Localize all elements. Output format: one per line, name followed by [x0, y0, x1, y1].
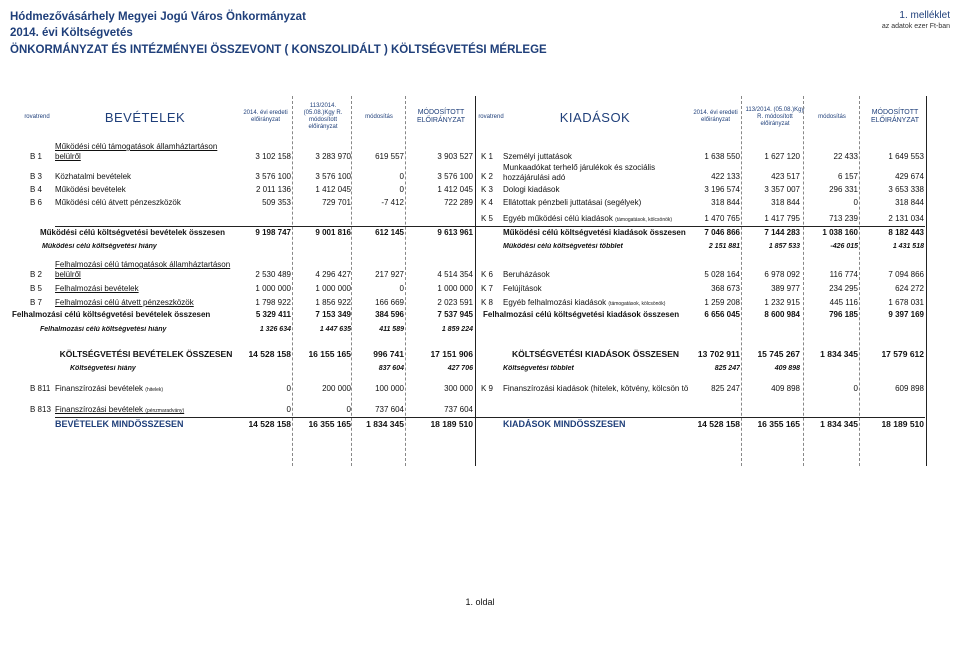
row-code: K 1	[481, 152, 494, 161]
value-cell: 14 528 158	[248, 419, 291, 429]
row-code: K 5	[481, 214, 494, 223]
value-cell: 0	[399, 172, 404, 181]
row-name: Költségvetési többlet	[503, 365, 574, 372]
row-name-text: Finanszírozási bevételek	[55, 384, 144, 393]
row-name: Közhatalmi bevételek	[55, 172, 132, 181]
value-cell: 2 530 489	[255, 270, 291, 279]
value-cell: 423 517	[771, 172, 800, 181]
value-cell: 1 259 208	[704, 298, 740, 307]
row-code: K 4	[481, 198, 494, 207]
row-name-text: Finanszírozási bevételek	[55, 405, 144, 414]
value-cell: 296 331	[829, 185, 858, 194]
value-cell: 7 153 349	[315, 310, 351, 319]
value-cell: 1 859 224	[441, 326, 473, 333]
row-name: Felújítások	[503, 284, 542, 293]
row-name: Költségvetési hiány	[70, 365, 136, 372]
row-name: Felhalmozási célú költségvetési bevételek összesen	[12, 310, 211, 319]
value-cell: 619 557	[375, 152, 404, 161]
value-cell: 411 589	[379, 326, 404, 333]
value-cell: 8 600 984	[764, 310, 800, 319]
row-name	[503, 214, 688, 223]
table-row	[0, 228, 960, 240]
value-cell: 15 745 267	[757, 349, 800, 359]
value-cell: 0	[399, 185, 404, 194]
value-cell: 713 239	[829, 214, 858, 223]
value-cell: 3 196 574	[704, 185, 740, 194]
value-cell: 166 669	[375, 298, 404, 307]
row-name-note: (támogatások, kölcsönök)	[608, 301, 666, 307]
value-cell: 16 155 165	[308, 349, 351, 359]
value-cell: 509 353	[262, 198, 291, 207]
value-cell: 1 798 922	[255, 298, 291, 307]
value-cell: 609 898	[895, 384, 924, 393]
row-name: Finanszírozási kiadások (hitelek, kötvény, kölcsön tö	[503, 384, 688, 393]
value-cell: 22 433	[833, 152, 858, 161]
value-cell: 1 856 922	[315, 298, 351, 307]
value-cell: 1 834 345	[366, 419, 404, 429]
value-cell: 16 355 165	[308, 419, 351, 429]
value-cell: 4 296 427	[315, 270, 351, 279]
row-code: B 5	[30, 284, 43, 293]
value-cell: 9 613 961	[437, 228, 473, 237]
value-cell: 0	[853, 198, 858, 207]
value-cell: 1 417 795	[764, 214, 800, 223]
row-name: BEVÉTELEK MINDÖSSZESEN	[55, 419, 184, 429]
value-cell: 737 604	[444, 405, 473, 414]
row-separator	[55, 417, 925, 418]
value-cell: 4 514 354	[437, 270, 473, 279]
table-row	[0, 243, 960, 255]
row-name: KÖLTSÉGVETÉSI BEVÉTELEK ÖSSZESEN	[59, 349, 233, 359]
row-name: Működési célú támogatások államháztartáson belülről	[55, 142, 218, 161]
value-cell: 1 627 120	[764, 152, 800, 161]
value-cell: 1 000 000	[255, 284, 291, 293]
value-cell: 1 000 000	[437, 284, 473, 293]
document-title: ÖNKORMÁNYZAT ÉS INTÉZMÉNYEI ÖSSZEVONT ( KONSZOLIDÁLT ) KÖLTSÉGVETÉSI MÉRLEGE	[10, 44, 547, 56]
value-cell: 3 653 338	[888, 185, 924, 194]
row-name	[55, 405, 237, 414]
value-cell: 7 537 945	[437, 310, 473, 319]
row-name: Munkaadókat terhelő járulékok és szociális hozzájárulási adó	[503, 163, 656, 182]
table-row	[0, 163, 960, 183]
value-cell: 3 357 007	[764, 185, 800, 194]
row-name-text: Egyéb működési célú kiadások	[503, 214, 613, 223]
table-row	[0, 198, 960, 210]
row-name: Működési célú költségvetési hiány	[42, 243, 157, 250]
value-cell: 1 834 345	[820, 349, 858, 359]
value-cell: 116 774	[829, 270, 858, 279]
row-code: B 2	[30, 270, 43, 279]
table-row	[0, 349, 960, 361]
value-cell: 100 000	[375, 384, 404, 393]
value-cell: 1 232 915	[764, 298, 800, 307]
annex-label: 1. melléklet	[899, 10, 950, 21]
value-cell: 2 011 136	[256, 185, 291, 194]
row-name-note: (hitelek)	[145, 387, 164, 393]
value-cell: 0	[286, 384, 291, 393]
value-cell: 1 638 550	[704, 152, 740, 161]
value-cell: 3 903 527	[437, 152, 473, 161]
value-cell: 445 116	[829, 298, 858, 307]
value-cell: 825 247	[711, 384, 740, 393]
value-cell: 1 000 000	[315, 284, 351, 293]
row-code: B 813	[30, 405, 51, 414]
table-row	[0, 310, 960, 322]
row-name: Felhalmozási célú költségvetési hiány	[40, 326, 167, 333]
row-name-text: Egyéb felhalmozási kiadások	[503, 298, 607, 307]
municipality-title: Hódmezővásárhely Megyei Jogú Város Önkormányzat	[10, 11, 306, 23]
value-cell: 200 000	[322, 384, 351, 393]
value-cell: 825 247	[714, 365, 740, 372]
value-cell: 1 678 031	[888, 298, 924, 307]
value-cell: 18 189 510	[881, 419, 924, 429]
row-name: Felhalmozási bevételek	[55, 284, 139, 293]
value-cell: 8 182 443	[888, 228, 924, 237]
value-cell: 13 702 911	[697, 349, 740, 359]
row-code: K 2	[481, 172, 494, 181]
value-cell: 429 674	[895, 172, 924, 181]
value-cell: 389 977	[771, 284, 800, 293]
value-cell: 722 289	[444, 198, 473, 207]
row-name: Működési bevételek	[55, 185, 126, 194]
value-cell: 17 579 612	[881, 349, 924, 359]
col-bevetelek: BEVÉTELEK	[104, 109, 186, 125]
table-row	[0, 384, 960, 396]
value-cell: 737 604	[375, 405, 404, 414]
annex-block	[882, 10, 950, 30]
col-rovatrend-left: rovatrend	[24, 113, 50, 120]
col-mod1-right: 113/2014. (05.08.)Kgy R. módosított előirányzat	[745, 106, 805, 127]
row-name: Működési célú költségvetési többlet	[503, 243, 623, 250]
row-name	[55, 384, 237, 393]
col-mod1-left: 113/2014. (05.08.)Kgy R. módosított előirányzat	[303, 103, 343, 130]
table-row	[0, 140, 960, 162]
value-cell: 7 094 866	[888, 270, 924, 279]
row-name-note: (támogatások, kölcsönök)	[615, 217, 673, 223]
col-rovatrend-right: rovatrend	[478, 113, 504, 120]
table-row	[0, 185, 960, 197]
row-name: Működési célú költségvetési bevételek összesen	[40, 228, 225, 237]
col-orig-right: 2014. évi eredeti előirányzat	[693, 110, 738, 123]
value-cell: 2 151 881	[708, 243, 740, 250]
value-cell: 300 000	[444, 384, 473, 393]
col-change-left: módosítás	[365, 113, 393, 120]
row-code: B 4	[30, 185, 43, 194]
budget-year-title: 2014. évi Költségvetés	[10, 27, 133, 39]
table-row	[0, 365, 960, 377]
value-cell: 16 355 165	[757, 419, 800, 429]
table-row	[0, 258, 960, 280]
row-separator	[55, 226, 925, 227]
value-cell: 0	[286, 405, 291, 414]
row-name	[503, 298, 688, 307]
row-code: B 3	[30, 172, 43, 181]
value-cell: -7 412	[381, 198, 404, 207]
row-name: Működési célú költségvetési kiadások összesen	[503, 228, 686, 237]
value-cell: 6 656 045	[704, 310, 740, 319]
value-cell: 837 604	[378, 365, 404, 372]
value-cell: 0	[853, 384, 858, 393]
value-cell: 1 857 533	[768, 243, 800, 250]
value-cell: 409 898	[771, 384, 800, 393]
table-row	[0, 326, 960, 338]
row-name: Személyi juttatások	[503, 152, 572, 161]
value-cell: 6 157	[837, 172, 858, 181]
value-cell: 1 412 045	[315, 185, 351, 194]
row-code: K 3	[481, 185, 494, 194]
table-row	[0, 284, 960, 296]
col-change-right: módosítás	[818, 113, 846, 120]
value-cell: 18 189 510	[430, 419, 473, 429]
value-cell: 0	[399, 284, 404, 293]
value-cell: 318 844	[771, 198, 800, 207]
value-cell: 9 198 747	[255, 228, 291, 237]
value-cell: 9 001 816	[315, 228, 351, 237]
value-cell: 6 978 092	[764, 270, 800, 279]
value-cell: 318 844	[711, 198, 740, 207]
table-row	[0, 405, 960, 417]
row-name: Dologi kiadások	[503, 185, 560, 194]
value-cell: 1 412 045	[437, 185, 473, 194]
value-cell: 1 834 345	[820, 419, 858, 429]
value-cell: 1 431 518	[892, 243, 924, 250]
value-cell: 2 023 591	[437, 298, 473, 307]
value-cell: 7 046 866	[704, 228, 740, 237]
value-cell: 318 844	[895, 198, 924, 207]
row-code: B 7	[30, 298, 43, 307]
value-cell: 796 185	[829, 310, 858, 319]
page-number: 1. oldal	[465, 597, 495, 607]
value-cell: 234 295	[829, 284, 858, 293]
table-row	[0, 298, 960, 310]
value-cell: 3 283 970	[315, 152, 351, 161]
value-cell: 1 649 553	[888, 152, 924, 161]
value-cell: 384 596	[375, 310, 404, 319]
value-cell: 217 927	[375, 270, 404, 279]
row-code: K 8	[481, 298, 494, 307]
row-code: B 1	[30, 152, 43, 161]
table-row	[0, 419, 960, 431]
row-name: Felhalmozási célú költségvetési kiadások összesen	[483, 310, 680, 319]
row-name: KÖLTSÉGVETÉSI KIADÁSOK ÖSSZESEN	[511, 349, 680, 359]
value-cell: 1 447 635	[319, 326, 351, 333]
col-mod-left: MÓDOSÍTOTT ELŐIRÁNYZAT	[416, 109, 466, 124]
row-code: K 7	[481, 284, 494, 293]
value-cell: 409 898	[774, 365, 800, 372]
row-name: Ellátottak pénzbeli juttatásai (segélyek)	[503, 198, 642, 207]
value-cell: 3 576 100	[315, 172, 351, 181]
value-cell: 427 706	[447, 365, 473, 372]
value-cell: 5 028 164	[704, 270, 740, 279]
value-cell: 17 151 906	[430, 349, 473, 359]
row-name: Beruházások	[503, 270, 550, 279]
value-cell: 1 470 765	[704, 214, 740, 223]
value-cell: -426 015	[830, 243, 858, 250]
value-cell: 14 528 158	[697, 419, 740, 429]
row-code: B 811	[30, 384, 51, 393]
value-cell: 9 397 169	[888, 310, 924, 319]
row-name-note: (pénzmaradvány)	[145, 408, 185, 414]
value-cell: 624 272	[895, 284, 924, 293]
value-cell: 1 038 160	[822, 228, 858, 237]
value-cell: 7 144 283	[764, 228, 800, 237]
row-name: Működési célú átvett pénzeszközök	[55, 198, 181, 207]
unit-note: az adatok ezer Ft-ban	[881, 23, 950, 30]
col-kiadasok: KIADÁSOK	[559, 109, 631, 125]
value-cell: 368 673	[711, 284, 740, 293]
value-cell: 3 576 100	[255, 172, 291, 181]
row-code: B 6	[30, 198, 43, 207]
value-cell: 612 145	[375, 228, 404, 237]
value-cell: 729 701	[322, 198, 351, 207]
value-cell: 1 326 634	[259, 326, 291, 333]
col-mod-right: MÓDOSÍTOTT ELŐIRÁNYZAT	[870, 109, 920, 124]
value-cell: 3 576 100	[437, 172, 473, 181]
value-cell: 2 131 034	[888, 214, 924, 223]
table-row	[0, 214, 960, 226]
row-code: K 9	[481, 384, 494, 393]
col-orig-left: 2014. évi eredeti előirányzat	[243, 110, 288, 123]
value-cell: 5 329 411	[255, 310, 291, 319]
row-code: K 6	[481, 270, 494, 279]
row-name: Felhalmozási célú átvett pénzeszközök	[55, 298, 194, 307]
value-cell: 422 133	[711, 172, 740, 181]
value-cell: 14 528 158	[248, 349, 291, 359]
row-name: KIADÁSOK MINDÖSSZESEN	[503, 419, 626, 429]
value-cell: 996 741	[373, 349, 404, 359]
value-cell: 3 102 158	[255, 152, 291, 161]
value-cell: 0	[346, 405, 351, 414]
row-name: Felhalmozási célú támogatások államháztartáson belülről	[55, 260, 231, 279]
